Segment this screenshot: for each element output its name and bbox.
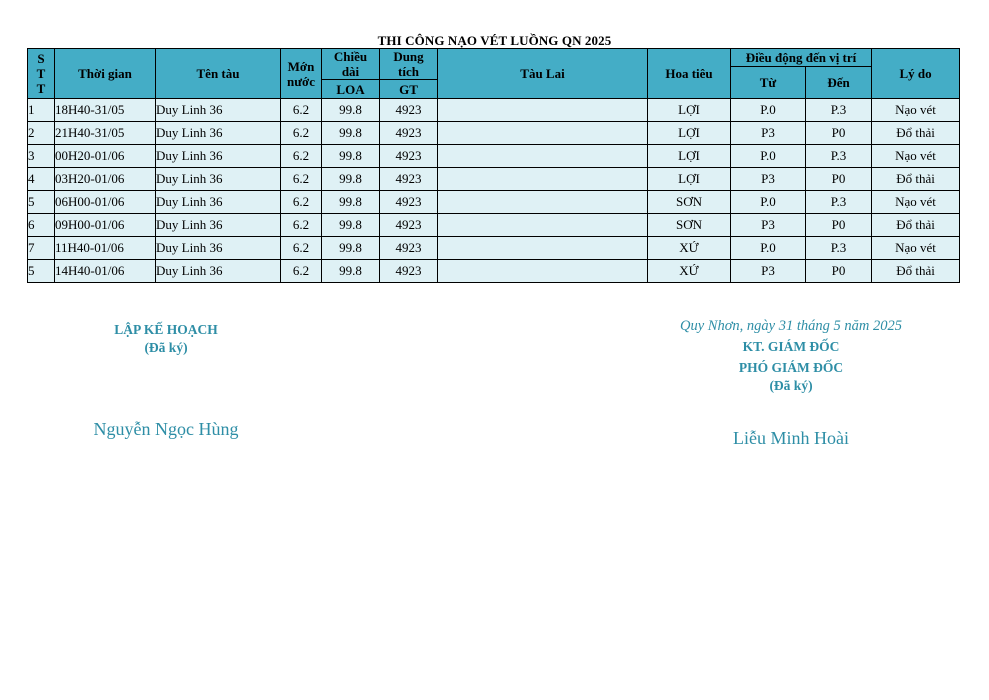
cell-vessel: Duy Linh 36	[156, 145, 281, 168]
cell-reason: Nạo vét	[872, 191, 960, 214]
header-stt	[28, 49, 55, 99]
cell-time: 11H40-01/06	[55, 237, 156, 260]
cell-tug	[438, 145, 648, 168]
header-length-line1: Chiều	[333, 49, 368, 64]
cell-tug	[438, 237, 648, 260]
cell-to: P.3	[806, 237, 872, 260]
cell-vessel: Duy Linh 36	[156, 237, 281, 260]
header-reason: Lý do	[872, 49, 960, 99]
cell-vessel: Duy Linh 36	[156, 191, 281, 214]
table-row	[28, 191, 960, 214]
cell-reason: Nạo vét	[872, 237, 960, 260]
cell-stt: 7	[28, 237, 55, 260]
header-length-unit: LOA	[322, 80, 380, 99]
cell-capacity: 4923	[380, 191, 438, 214]
cell-draft: 6.2	[281, 122, 322, 145]
cell-capacity: 4923	[380, 260, 438, 283]
table-row	[28, 145, 960, 168]
cell-capacity: 4923	[380, 122, 438, 145]
cell-to: P.3	[806, 191, 872, 214]
cell-from: P.0	[731, 191, 806, 214]
cell-from: P3	[731, 168, 806, 191]
cell-pilot: LỢI	[648, 99, 731, 122]
cell-pilot: LỢI	[648, 122, 731, 145]
cell-stt: 3	[28, 145, 55, 168]
cell-reason: Đổ thải	[872, 122, 960, 145]
cell-vessel: Duy Linh 36	[156, 260, 281, 283]
cell-capacity: 4923	[380, 145, 438, 168]
cell-stt: 4	[28, 168, 55, 191]
cell-length: 99.8	[322, 168, 380, 191]
header-time: Thời gian	[55, 49, 156, 99]
cell-time: 06H00-01/06	[55, 191, 156, 214]
cell-from: P.0	[731, 145, 806, 168]
cell-length: 99.8	[322, 122, 380, 145]
cell-time: 09H00-01/06	[55, 214, 156, 237]
table-header	[28, 49, 960, 99]
cell-time: 14H40-01/06	[55, 260, 156, 283]
cell-draft: 6.2	[281, 168, 322, 191]
header-draft-line1: Mớn	[287, 58, 315, 74]
header-capacity-line2: tích	[398, 64, 419, 79]
table-body	[28, 99, 960, 283]
cell-pilot: XỨ	[648, 237, 731, 260]
cell-to: P.3	[806, 145, 872, 168]
cell-to: P0	[806, 122, 872, 145]
header-length	[322, 49, 380, 80]
header-capacity-line1: Dung	[393, 49, 424, 64]
cell-to: P0	[806, 214, 872, 237]
cell-tug	[438, 191, 648, 214]
cell-from: P3	[731, 122, 806, 145]
cell-tug	[438, 99, 648, 122]
cell-length: 99.8	[322, 214, 380, 237]
header-stt-s: S	[37, 51, 45, 66]
cell-pilot: LỢI	[648, 145, 731, 168]
header-stt-t1: T	[36, 66, 46, 81]
cell-from: P.0	[731, 99, 806, 122]
header-movement: Điều động đến vị trí	[731, 49, 872, 67]
cell-capacity: 4923	[380, 99, 438, 122]
cell-vessel: Duy Linh 36	[156, 214, 281, 237]
cell-length: 99.8	[322, 145, 380, 168]
cell-tug	[438, 168, 648, 191]
cell-draft: 6.2	[281, 191, 322, 214]
cell-stt: 1	[28, 99, 55, 122]
header-pilot: Hoa tiêu	[648, 49, 731, 99]
cell-reason: Nạo vét	[872, 99, 960, 122]
cell-tug	[438, 214, 648, 237]
cell-from: P3	[731, 260, 806, 283]
table-row	[28, 237, 960, 260]
cell-time: 00H20-01/06	[55, 145, 156, 168]
cell-stt: 6	[28, 214, 55, 237]
planner-signed-note: (Đã ký)	[144, 340, 188, 355]
cell-stt: 5	[28, 191, 55, 214]
cell-to: P0	[806, 260, 872, 283]
cell-pilot: SƠN	[648, 214, 731, 237]
cell-reason: Đổ thải	[872, 260, 960, 283]
cell-reason: Đổ thải	[872, 168, 960, 191]
header-vessel: Tên tàu	[156, 49, 281, 99]
header-capacity	[380, 49, 438, 80]
director-signed-note: (Đã ký)	[769, 378, 813, 393]
schedule-table	[27, 48, 960, 283]
cell-stt: 2	[28, 122, 55, 145]
cell-pilot: XỨ	[648, 260, 731, 283]
cell-draft: 6.2	[281, 214, 322, 237]
cell-draft: 6.2	[281, 99, 322, 122]
planner-name: Nguyễn Ngọc Hùng	[93, 419, 239, 439]
table-row	[28, 122, 960, 145]
signature-block-planner	[60, 321, 272, 440]
header-stt-t2: T	[36, 81, 46, 96]
cell-length: 99.8	[322, 99, 380, 122]
director-role-line1: KT. GIÁM ĐỐC	[742, 339, 840, 354]
header-capacity-unit: GT	[380, 80, 438, 99]
table-row	[28, 214, 960, 237]
cell-pilot: SƠN	[648, 191, 731, 214]
cell-capacity: 4923	[380, 237, 438, 260]
cell-pilot: LỢI	[648, 168, 731, 191]
place-date: Quy Nhơn, ngày 31 tháng 5 năm 2025	[679, 318, 902, 334]
cell-tug	[438, 260, 648, 283]
signature-block-director	[650, 316, 932, 449]
header-from: Từ	[731, 67, 806, 99]
table-row	[28, 99, 960, 122]
cell-draft: 6.2	[281, 145, 322, 168]
director-name: Liễu Minh Hoài	[733, 428, 849, 448]
cell-draft: 6.2	[281, 260, 322, 283]
cell-length: 99.8	[322, 237, 380, 260]
cell-to: P0	[806, 168, 872, 191]
cell-from: P3	[731, 214, 806, 237]
cell-capacity: 4923	[380, 168, 438, 191]
cell-vessel: Duy Linh 36	[156, 99, 281, 122]
cell-draft: 6.2	[281, 237, 322, 260]
cell-from: P.0	[731, 237, 806, 260]
header-tug: Tàu Lai	[438, 49, 648, 99]
cell-tug	[438, 122, 648, 145]
cell-to: P.3	[806, 99, 872, 122]
table-row	[28, 260, 960, 283]
planner-role: LẬP KẾ HOẠCH	[114, 322, 218, 337]
cell-vessel: Duy Linh 36	[156, 168, 281, 191]
cell-vessel: Duy Linh 36	[156, 122, 281, 145]
document-title: THI CÔNG NẠO VÉT LUỒNG QN 2025	[377, 33, 612, 48]
cell-capacity: 4923	[380, 214, 438, 237]
table-row	[28, 168, 960, 191]
header-length-line2: dài	[341, 64, 360, 79]
director-role-line2: PHÓ GIÁM ĐỐC	[738, 360, 844, 375]
cell-length: 99.8	[322, 260, 380, 283]
header-draft	[281, 49, 322, 99]
cell-stt: 5	[28, 260, 55, 283]
header-to: Đến	[806, 67, 872, 99]
cell-reason: Đổ thải	[872, 214, 960, 237]
cell-time: 18H40-31/05	[55, 99, 156, 122]
cell-reason: Nạo vét	[872, 145, 960, 168]
cell-time: 03H20-01/06	[55, 168, 156, 191]
header-draft-line2: nước	[287, 73, 315, 89]
cell-time: 21H40-31/05	[55, 122, 156, 145]
cell-length: 99.8	[322, 191, 380, 214]
